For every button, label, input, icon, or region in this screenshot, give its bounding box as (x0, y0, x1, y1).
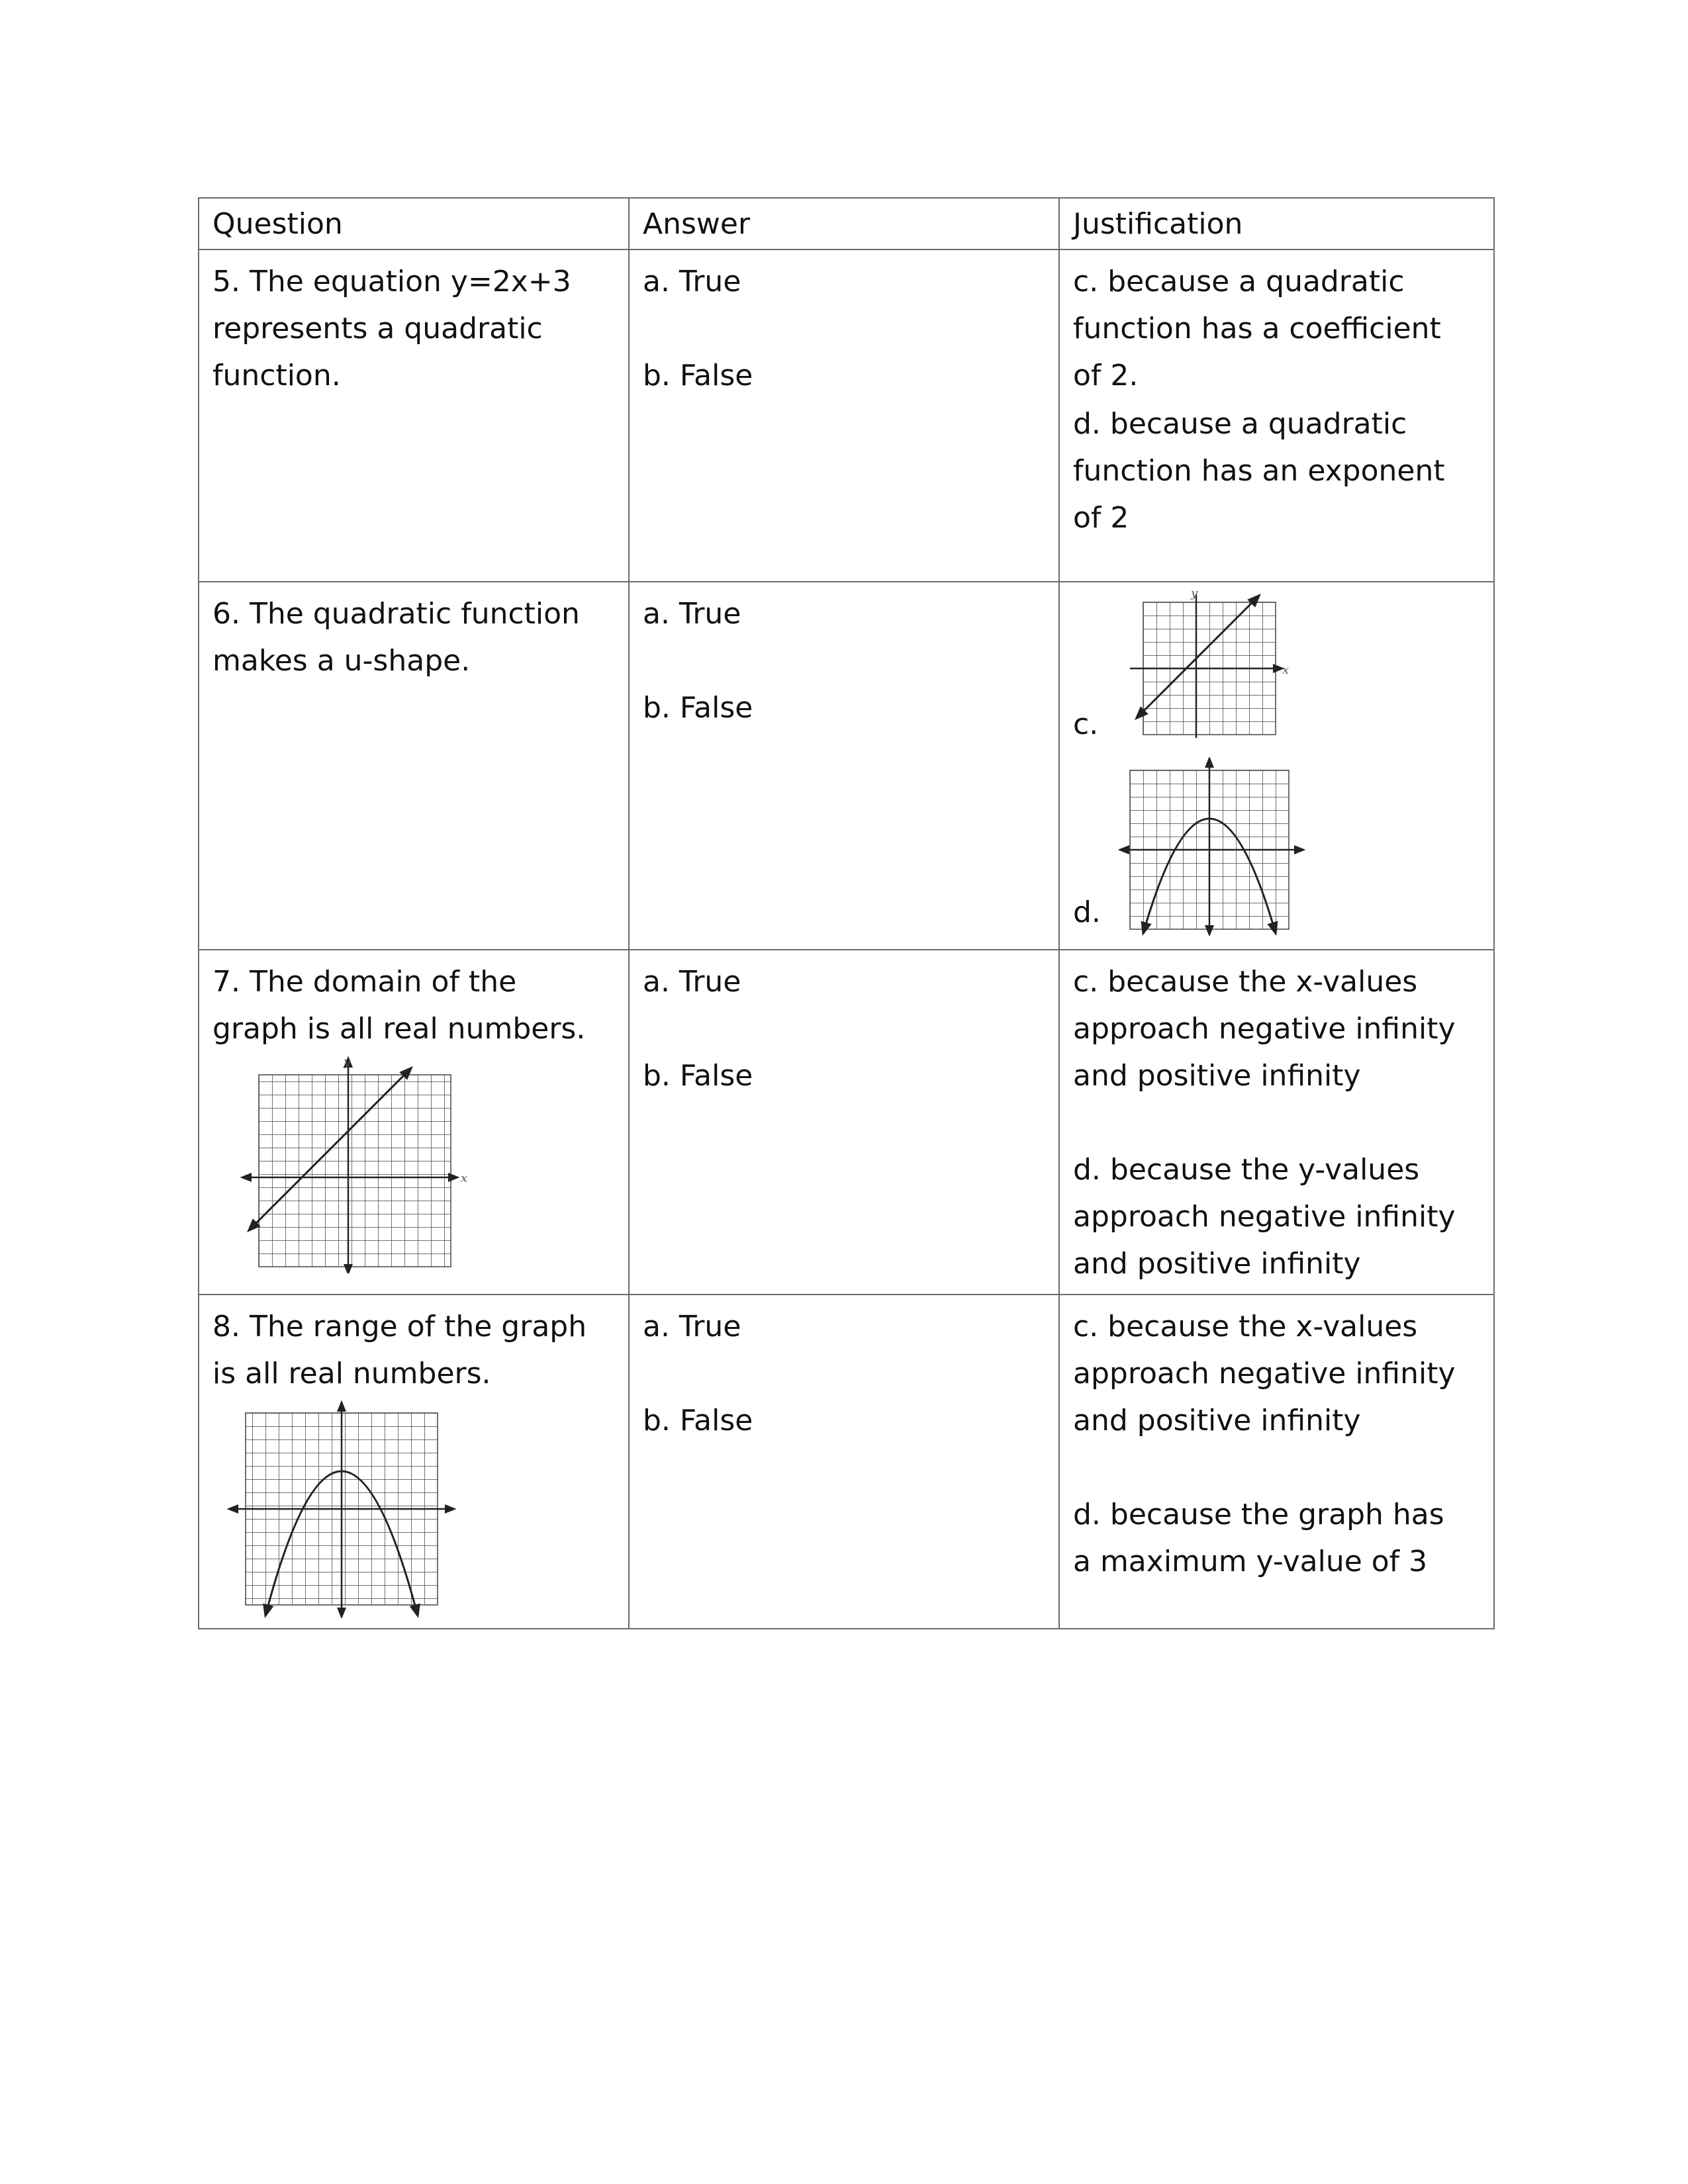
table-header-row (199, 198, 1494, 250)
question-cell: 8. The range of the graph is all real numbers. (199, 1295, 629, 1629)
parabola-graph (226, 1400, 464, 1618)
answer-cell (629, 250, 1059, 582)
answer-a-true[interactable]: a. True (643, 1310, 741, 1343)
svg-text:y: y (344, 1055, 351, 1069)
justification-cell: c. because the x-values approach negative infinity and positive infinity d. because the y-values approach negative infinity and positive infinity (1059, 950, 1494, 1295)
svg-text:x: x (1282, 663, 1289, 677)
answer-a-true[interactable]: a. True (643, 597, 741, 631)
answer-cell (629, 582, 1059, 950)
answer-b-false[interactable]: b. False (643, 691, 753, 725)
line-graph-c (1117, 589, 1289, 748)
line-graph (232, 1055, 471, 1273)
answer-b-false[interactable]: b. False (643, 1059, 753, 1093)
justification-c[interactable]: c. because a quadratic (1073, 265, 1405, 298)
table-row (199, 1295, 1494, 1629)
answer-cell (629, 950, 1059, 1295)
justification-d[interactable]: d. (1073, 757, 1480, 936)
svg-text:x: x (461, 1171, 468, 1185)
answer-a-true[interactable]: a. True (643, 965, 741, 999)
justification-d[interactable]: d. because the y-values (1073, 1153, 1420, 1187)
justification-c[interactable]: c. x y (1073, 589, 1480, 748)
justification-c[interactable]: c. because the x-values (1073, 1310, 1418, 1343)
justification-c[interactable]: c. because the x-values (1073, 965, 1418, 999)
table-row (199, 250, 1494, 582)
answer-b-false[interactable]: b. False (643, 1404, 753, 1437)
answer-a-true[interactable]: a. True (643, 265, 741, 298)
question-cell: 5. The equation y=2x+3 represents a quadratic function. (199, 250, 629, 582)
svg-text:y: y (1191, 589, 1198, 600)
table-row (199, 582, 1494, 950)
header-justification: Justification (1059, 198, 1494, 250)
header-answer: Answer (629, 198, 1059, 250)
justification-cell: c. because the x-values approach negative infinity and positive infinity d. because the graph has a maximum y-value of 3 (1059, 1295, 1494, 1629)
question-cell: 7. The domain of the graph is all real numbers. x y (199, 950, 629, 1295)
question-table (198, 197, 1495, 1629)
answer-cell (629, 1295, 1059, 1629)
justification-d[interactable]: d. because the graph has (1073, 1498, 1444, 1531)
header-question: Question (199, 198, 629, 250)
parabola-graph-d (1117, 757, 1309, 936)
justification-d[interactable]: d. because a quadratic (1073, 407, 1407, 441)
answer-b-false[interactable]: b. False (643, 359, 753, 392)
justification-cell: c. because a quadratic function has a coefficient of 2. d. because a quadratic function has an exponent of 2 (1059, 250, 1494, 582)
table-row (199, 950, 1494, 1295)
question-cell: 6. The quadratic function makes a u-shape. (199, 582, 629, 950)
justification-cell (1059, 582, 1494, 950)
